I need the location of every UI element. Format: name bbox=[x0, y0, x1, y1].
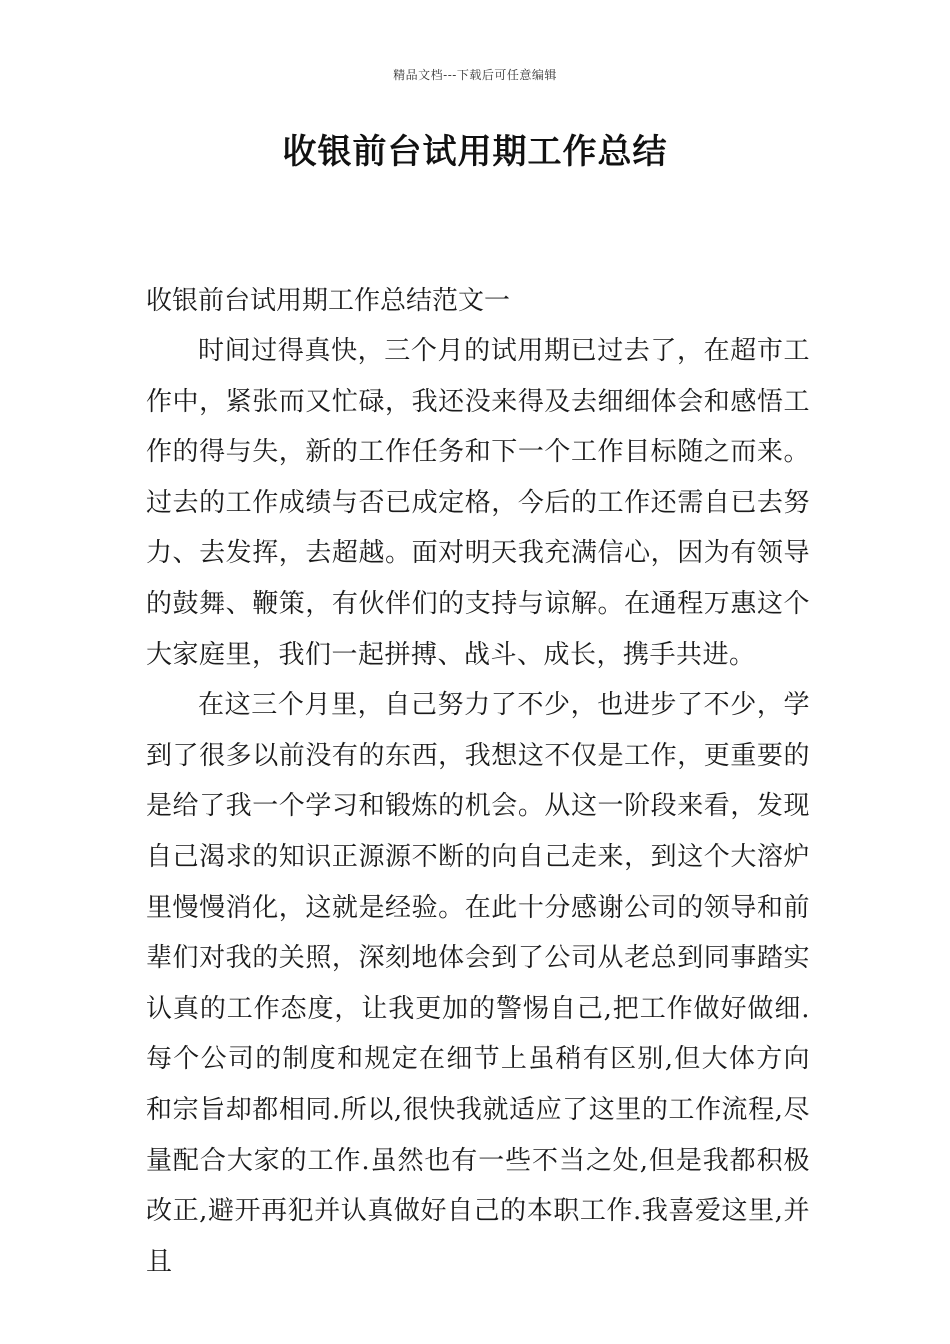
section-subtitle: 收银前台试用期工作总结范文一 bbox=[146, 286, 511, 316]
document-body bbox=[146, 276, 810, 1287]
paragraph-1: 时间过得真快，三个月的试用期已过去了，在超市工作中，紧张而又忙碌，我还没来得及去细细体会和感悟工作的得与失，新的工作任务和下一个工作目标随之而来。过去的工作成绩与否已成定格，今后的工作还需自已去努力、去发挥，去超越。面对明天我充满信心，因为有领导的鼓舞、鞭策，有伙伴们的支持与谅解。在通程万惠这个大家庭里，我们一起拼搏、战斗、成长，携手共进。 bbox=[146, 336, 810, 670]
paragraph-2: 在这三个月里，自己努力了不少，也进步了不少，学到了很多以前没有的东西，我想这不仅是工作，更重要的是给了我一个学习和锻炼的机会。从这一阶段来看，发现自己渴求的知识正源源不断的向自己走来，到这个大溶炉里慢慢消化，这就是经验。在此十分感谢公司的领导和前辈们对我的关照，深刻地体会到了公司从老总到同事踏实认真的工作态度，让我更加的警惕自己,把工作做好做细.每个公司的制度和规定在细节上虽稍有区别,但大体方向和宗旨却都相同.所以,很快我就适应了这里的工作流程,尽量配合大家的工作.虽然也有一些不当之处,但是我都积极改正,避开再犯并认真做好自己的本职工作.我喜爱这里,并且 bbox=[146, 690, 810, 1277]
document-title: 收银前台试用期工作总结 bbox=[282, 132, 668, 172]
header-note: 精品文档---下载后可任意编辑 bbox=[393, 68, 557, 82]
